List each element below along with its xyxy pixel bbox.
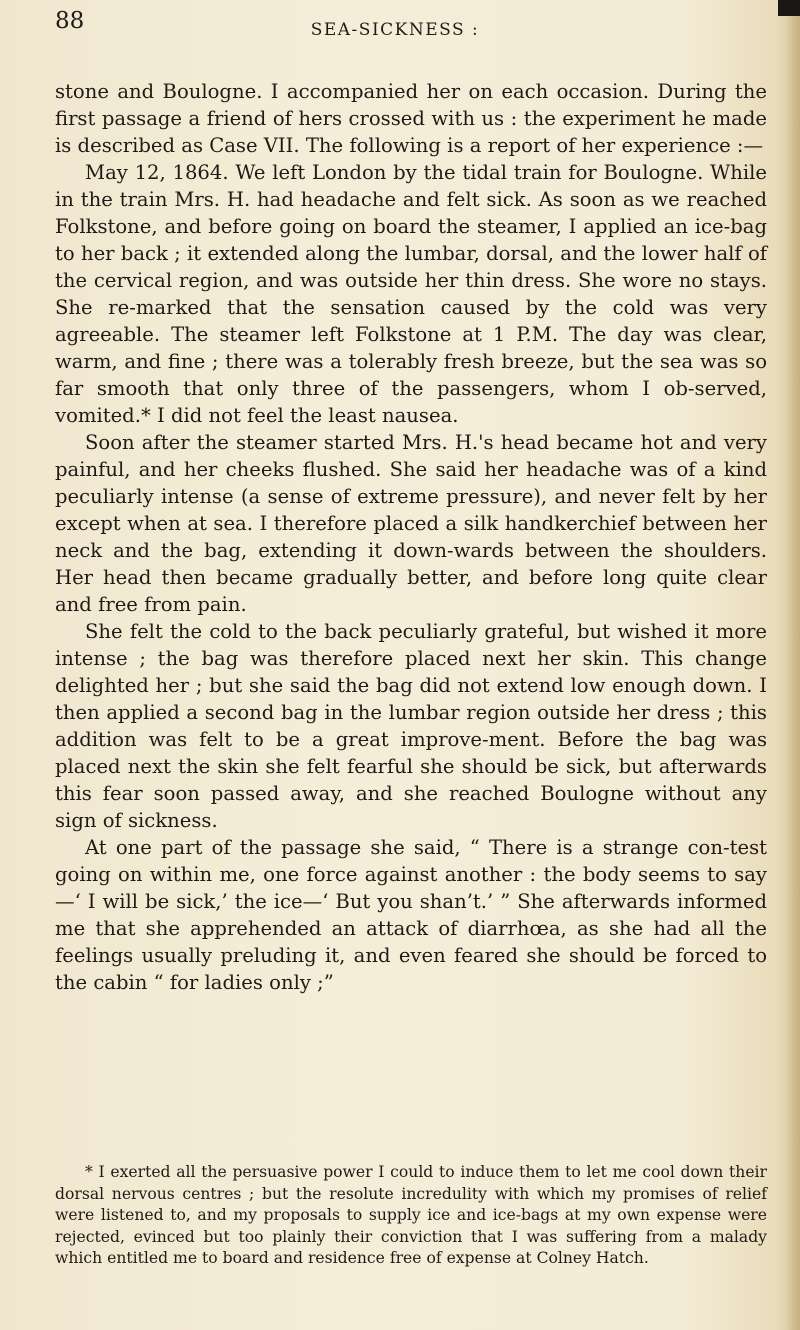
running-title: SEA-SICKNESS : — [310, 20, 480, 40]
footnote — [55, 1162, 767, 1270]
paragraph-2: May 12, 1864. We left London by the tidal train for Boulogne. While in the train Mrs. H. had headache and felt sick. As soon as we reached Folkstone, and before going on board the steamer, I applied an ice-bag to her back ; it extended along the lumbar, dorsal, and the lower half of the cervical region, and was outside her thin dress. She wore no stays. She re-marked that the sensation caused by the cold was very agreeable. The steamer left Folkstone at 1 P.M. The day was clear, warm, and fine ; there was a tolerably fresh breeze, but the sea was so far smooth that only three of the passengers, whom I ob-served, vomited.* I did not feel the least nausea. — [55, 161, 767, 427]
body-text — [55, 78, 767, 996]
page-edge-shadow — [786, 0, 800, 1330]
paragraph-5: At one part of the passage she said, “ There is a strange con-test going on within me, one force against another : the body seems to say—‘ I will be sick,’ the ice—‘ But you shan’t.’ ” She afterwards informed me that she apprehended an attack of diarrhœa, as she had all the feelings usually preluding it, and even feared she should be forced to the cabin “ for ladies only ;” — [55, 836, 767, 994]
page-number: 88 — [55, 8, 85, 34]
paragraph-4: She felt the cold to the back peculiarly grateful, but wished it more intense ; the bag was therefore placed next her skin. This change delighted her ; but she said the bag did not extend low enough down. I then applied a second bag in the lumbar region outside her dress ; this addition was felt to be a great improve-ment. Before the bag was placed next the skin she felt fearful she should be sick, but afterwards this fear soon passed away, and she reached Boulogne without any sign of sickness. — [55, 620, 767, 832]
paragraph-1: stone and Boulogne. I accompanied her on each occasion. During the first passage a friend of hers crossed with us : the experiment he made is described as Case VII. The following is a report of her experience :— — [55, 80, 767, 157]
page-header — [55, 8, 775, 40]
paragraph-3: Soon after the steamer started Mrs. H.'s head became hot and very painful, and her cheeks flushed. She said her headache was of a kind peculiarly intense (a sense of extreme pressure), and never felt by her except when at sea. I therefore placed a silk handkerchief between her neck and the bag, extending it down-wards between the shoulders. Her head then became gradually better, and before long quite clear and free from pain. — [55, 431, 767, 616]
footnote-text: * I exerted all the persuasive power I could to induce them to let me cool down their dorsal nervous centres ; but the resolute incredulity with which my promises of relief were listened to, and my proposals to supply ice and ice-bags at my own expense were rejected, evinced but too plainly their conviction that I was suffering from a malady which entitled me to board and residence free of expense at Colney Hatch. — [55, 1163, 767, 1267]
scan-corner-mark — [778, 0, 800, 16]
